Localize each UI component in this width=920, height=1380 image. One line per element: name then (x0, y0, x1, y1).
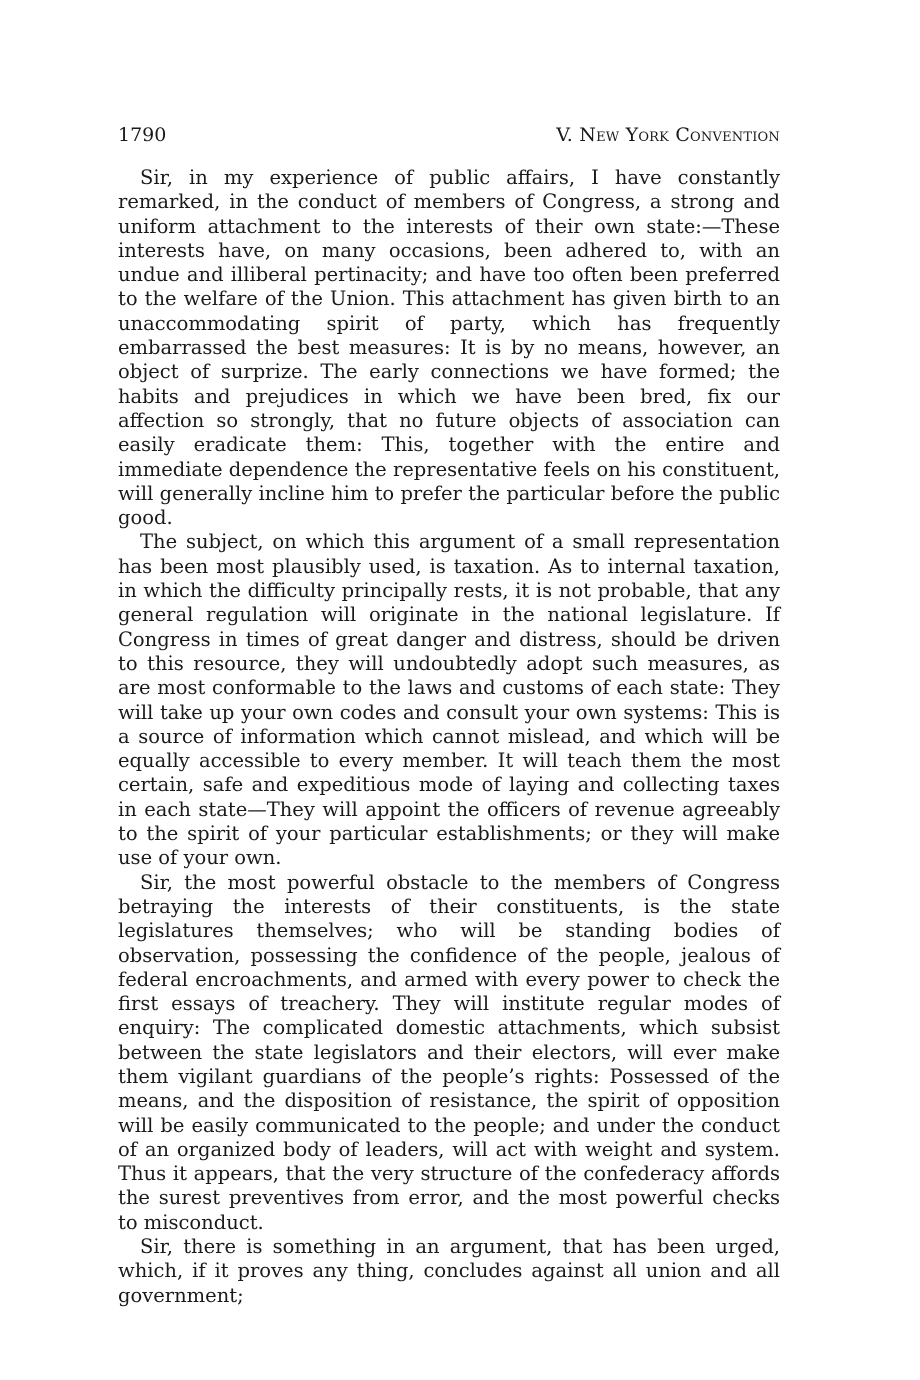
document-page (118, 120, 780, 1308)
paragraph: Sir, there is something in an argument, that has been urged, which, if it proves any thing, concludes against all union and all government; (118, 1235, 780, 1307)
body-text (118, 166, 780, 1308)
paragraph: The subject, on which this argument of a small representation has been most plausibly used, is taxation. As to internal taxation, in which the difficulty principally rests, it is not probable, that any general regulation will originate in the national legislature. If Congress in times of great danger and distress, should be driven to this resource, they will undoubtedly adopt such measures, as are most conformable to the laws and customs of each state: They will take up your own codes and consult your own systems: This is a source of information which cannot mislead, and which will be equally accessible to every member. It will teach them the most certain, safe and expeditious mode of laying and collecting taxes in each state—They will appoint the officers of revenue agreeably to the spirit of your particular establishments; or they will make use of your own. (118, 530, 780, 870)
page-number: 1790 (118, 124, 167, 146)
section-title: V. New York Convention (556, 124, 780, 146)
paragraph: Sir, the most powerful obstacle to the members of Congress betraying the interests of their constituents, is the state legislatures themselves; who will be standing bodies of observation, possessing the confidence of the people, jealous of federal encroachments, and armed with every power to check the first essays of treachery. They will institute regular modes of enquiry: The complicated domestic attachments, which subsist between the state legislators and their electors, will ever make them vigilant guardians of the people’s rights: Possessed of the means, and the disposition of resistance, the spirit of opposition will be easily communicated to the people; and under the conduct of an organized body of leaders, will act with weight and system. Thus it appears, that the very structure of the confederacy affords the surest preventives from error, and the most powerful checks to misconduct. (118, 870, 780, 1234)
running-head (118, 120, 780, 150)
paragraph: Sir, in my experience of public affairs, I have constantly remarked, in the conduct of members of Congress, a strong and uniform attachment to the interests of their own state:—These interests have, on many occasions, been adhered to, with an undue and illiberal pertinacity; and have too often been preferred to the welfare of the Union. This attachment has given birth to an unaccommodating spirit of party, which has frequently embarrassed the best measures: It is by no means, however, an object of surprize. The early connections we have formed; the habits and prejudices in which we have been bred, fix our affection so strongly, that no future objects of association can easily eradicate them: This, together with the entire and immediate dependence the representative feels on his constituent, will generally incline him to prefer the particular before the public good. (118, 166, 780, 530)
